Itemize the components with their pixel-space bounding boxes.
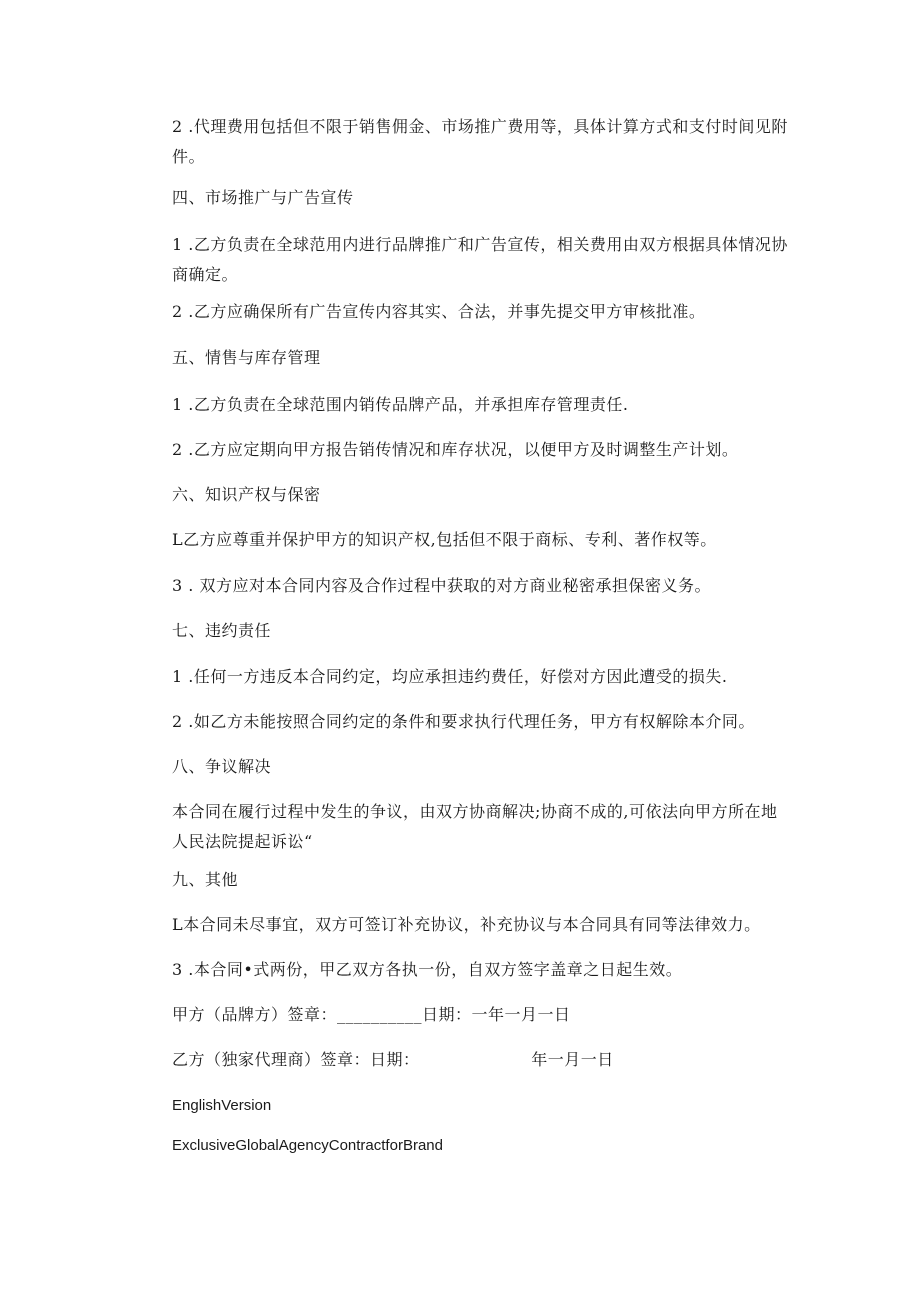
english-contract-title: ExclusiveGlobalAgencyContractforBrand [172,1137,443,1154]
section-heading-sales: 五、情售与库存管理 [172,348,321,367]
paragraph-dispute: 本合同在履行过程中发生的争议，由双方协商解决;协商不成的,可依法向甲方所在地人民法院提起诉讼“ [172,802,778,851]
paragraph-other-2: 3 .本合同•式两份，甲乙双方各执一份，自双方签字盖章之日起生效。 [172,960,683,979]
paragraph-breach-2: 2 .如乙方未能按照合同约定的条件和要求执行代理任务，甲方有权解除本介同。 [172,712,755,731]
paragraph-ip-2: 3 . 双方应对本合同内容及合作过程中获取的对方商业秘密承担保密义务。 [172,576,711,595]
paragraph-sales-2: 2 .乙方应定期向甲方报告销传情况和库存状况，以便甲方及时调整生产计划。 [172,440,739,459]
paragraph-other-1: L本合同未尽事宜，双方可签订补充协议，补充协议与本合同具有同等法律效力。 [172,915,761,934]
section-heading-marketing: 四、市场推广与广告宣传 [172,188,354,207]
paragraph-marketing-2: 2 .乙方应确保所有广告宣传内容其实、合法，并事先提交甲方审核批准。 [172,302,706,321]
signature-party-a: 甲方（品牌方）签章：__________日期：一年一月一日 [172,1005,571,1024]
paragraph-marketing-1: 1 .乙方负责在全球范用内进行品牌推广和广告宣传，相关费用由双方根据具体情况协商确定。 [172,235,788,284]
paragraph-breach-1: 1 .任何一方违反本合同约定，均应承担违约费任，好偿对方因此遭受的损失. [172,667,728,686]
section-heading-breach: 七、违约责任 [172,621,272,640]
section-heading-ip: 六、知识产权与保密 [172,485,321,504]
paragraph-agency-fees: 2 .代理费用包括但不限于销售佣金、市场推广费用等，具体计算方式和支付时间见附件。 [172,117,788,166]
signature-party-b: 乙方（独家代理商）签章：日期： 年一月一日 [172,1050,614,1069]
section-heading-dispute: 八、争议解决 [172,757,272,776]
english-version-label: EnglishVersion [172,1097,272,1114]
paragraph-ip-1: L乙方应尊重并保护甲方的知识产权,包括但不限于商标、专利、著作权等。 [172,530,717,549]
paragraph-sales-1: 1 .乙方负责在全球范围内销传品牌产品，并承担库存管理责任. [172,395,629,414]
section-heading-other: 九、其他 [172,870,239,889]
